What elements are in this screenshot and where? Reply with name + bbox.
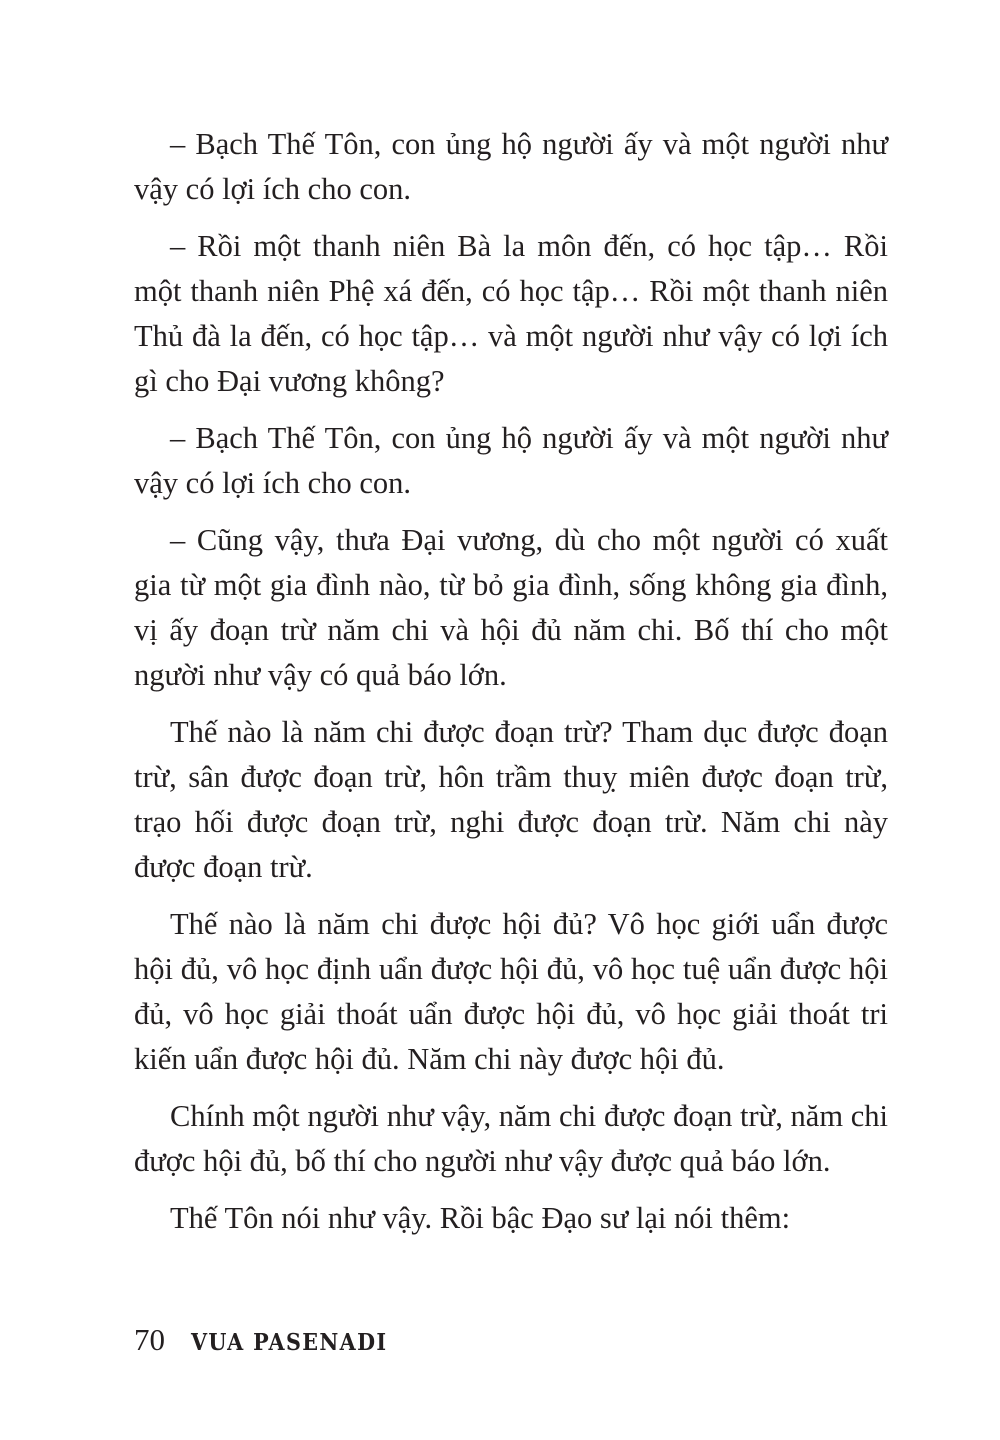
paragraph-3: – Bạch Thế Tôn, con ủng hộ người ấy và một người như vậy có lợi ích cho con. <box>134 421 888 500</box>
paragraph-7: Chính một người như vậy, năm chi được đoạn trừ, năm chi được hội đủ, bố thí cho người như vậy được quả báo lớn. <box>134 1099 888 1178</box>
paragraph-1: – Bạch Thế Tôn, con ủng hộ người ấy và một người như vậy có lợi ích cho con. <box>134 127 888 206</box>
paragraph-8: Thế Tôn nói như vậy. Rồi bậc Đạo sư lại nói thêm: <box>170 1201 791 1235</box>
paragraph-5: Thế nào là năm chi được đoạn trừ? Tham dục được đoạn trừ, sân được đoạn trừ, hôn trầm thuỵ miên được đoạn trừ, trạo hối được đoạn trừ, nghi được đoạn trừ. Năm chi này được đoạn trừ. <box>134 715 888 884</box>
paragraph-6: Thế nào là năm chi được hội đủ? Vô học giới uẩn được hội đủ, vô học định uẩn được hội đủ, vô học tuệ uẩn được hội đủ, vô học giải thoát uẩn được hội đủ, vô học giải thoát tri kiến uẩn được hội đủ. Năm chi này được hội đủ. <box>134 907 888 1076</box>
page-body <box>134 122 888 1253</box>
page-footer <box>134 1322 409 1362</box>
running-title: VUA PASENADI <box>191 1329 388 1356</box>
paragraph-4: – Cũng vậy, thưa Đại vương, dù cho một người có xuất gia từ một gia đình nào, từ bỏ gia đình, sống không gia đình, vị ấy đoạn trừ năm chi và hội đủ năm chi. Bố thí cho một người như vậy có quả báo lớn. <box>134 523 888 692</box>
page-number: 70 <box>134 1322 165 1357</box>
paragraph-2: – Rồi một thanh niên Bà la môn đến, có học tập… Rồi một thanh niên Phệ xá đến, có học tập… Rồi một thanh niên Thủ đà la đến, có học tập… và một người như vậy có lợi ích gì cho Đại vương không? <box>134 229 888 398</box>
